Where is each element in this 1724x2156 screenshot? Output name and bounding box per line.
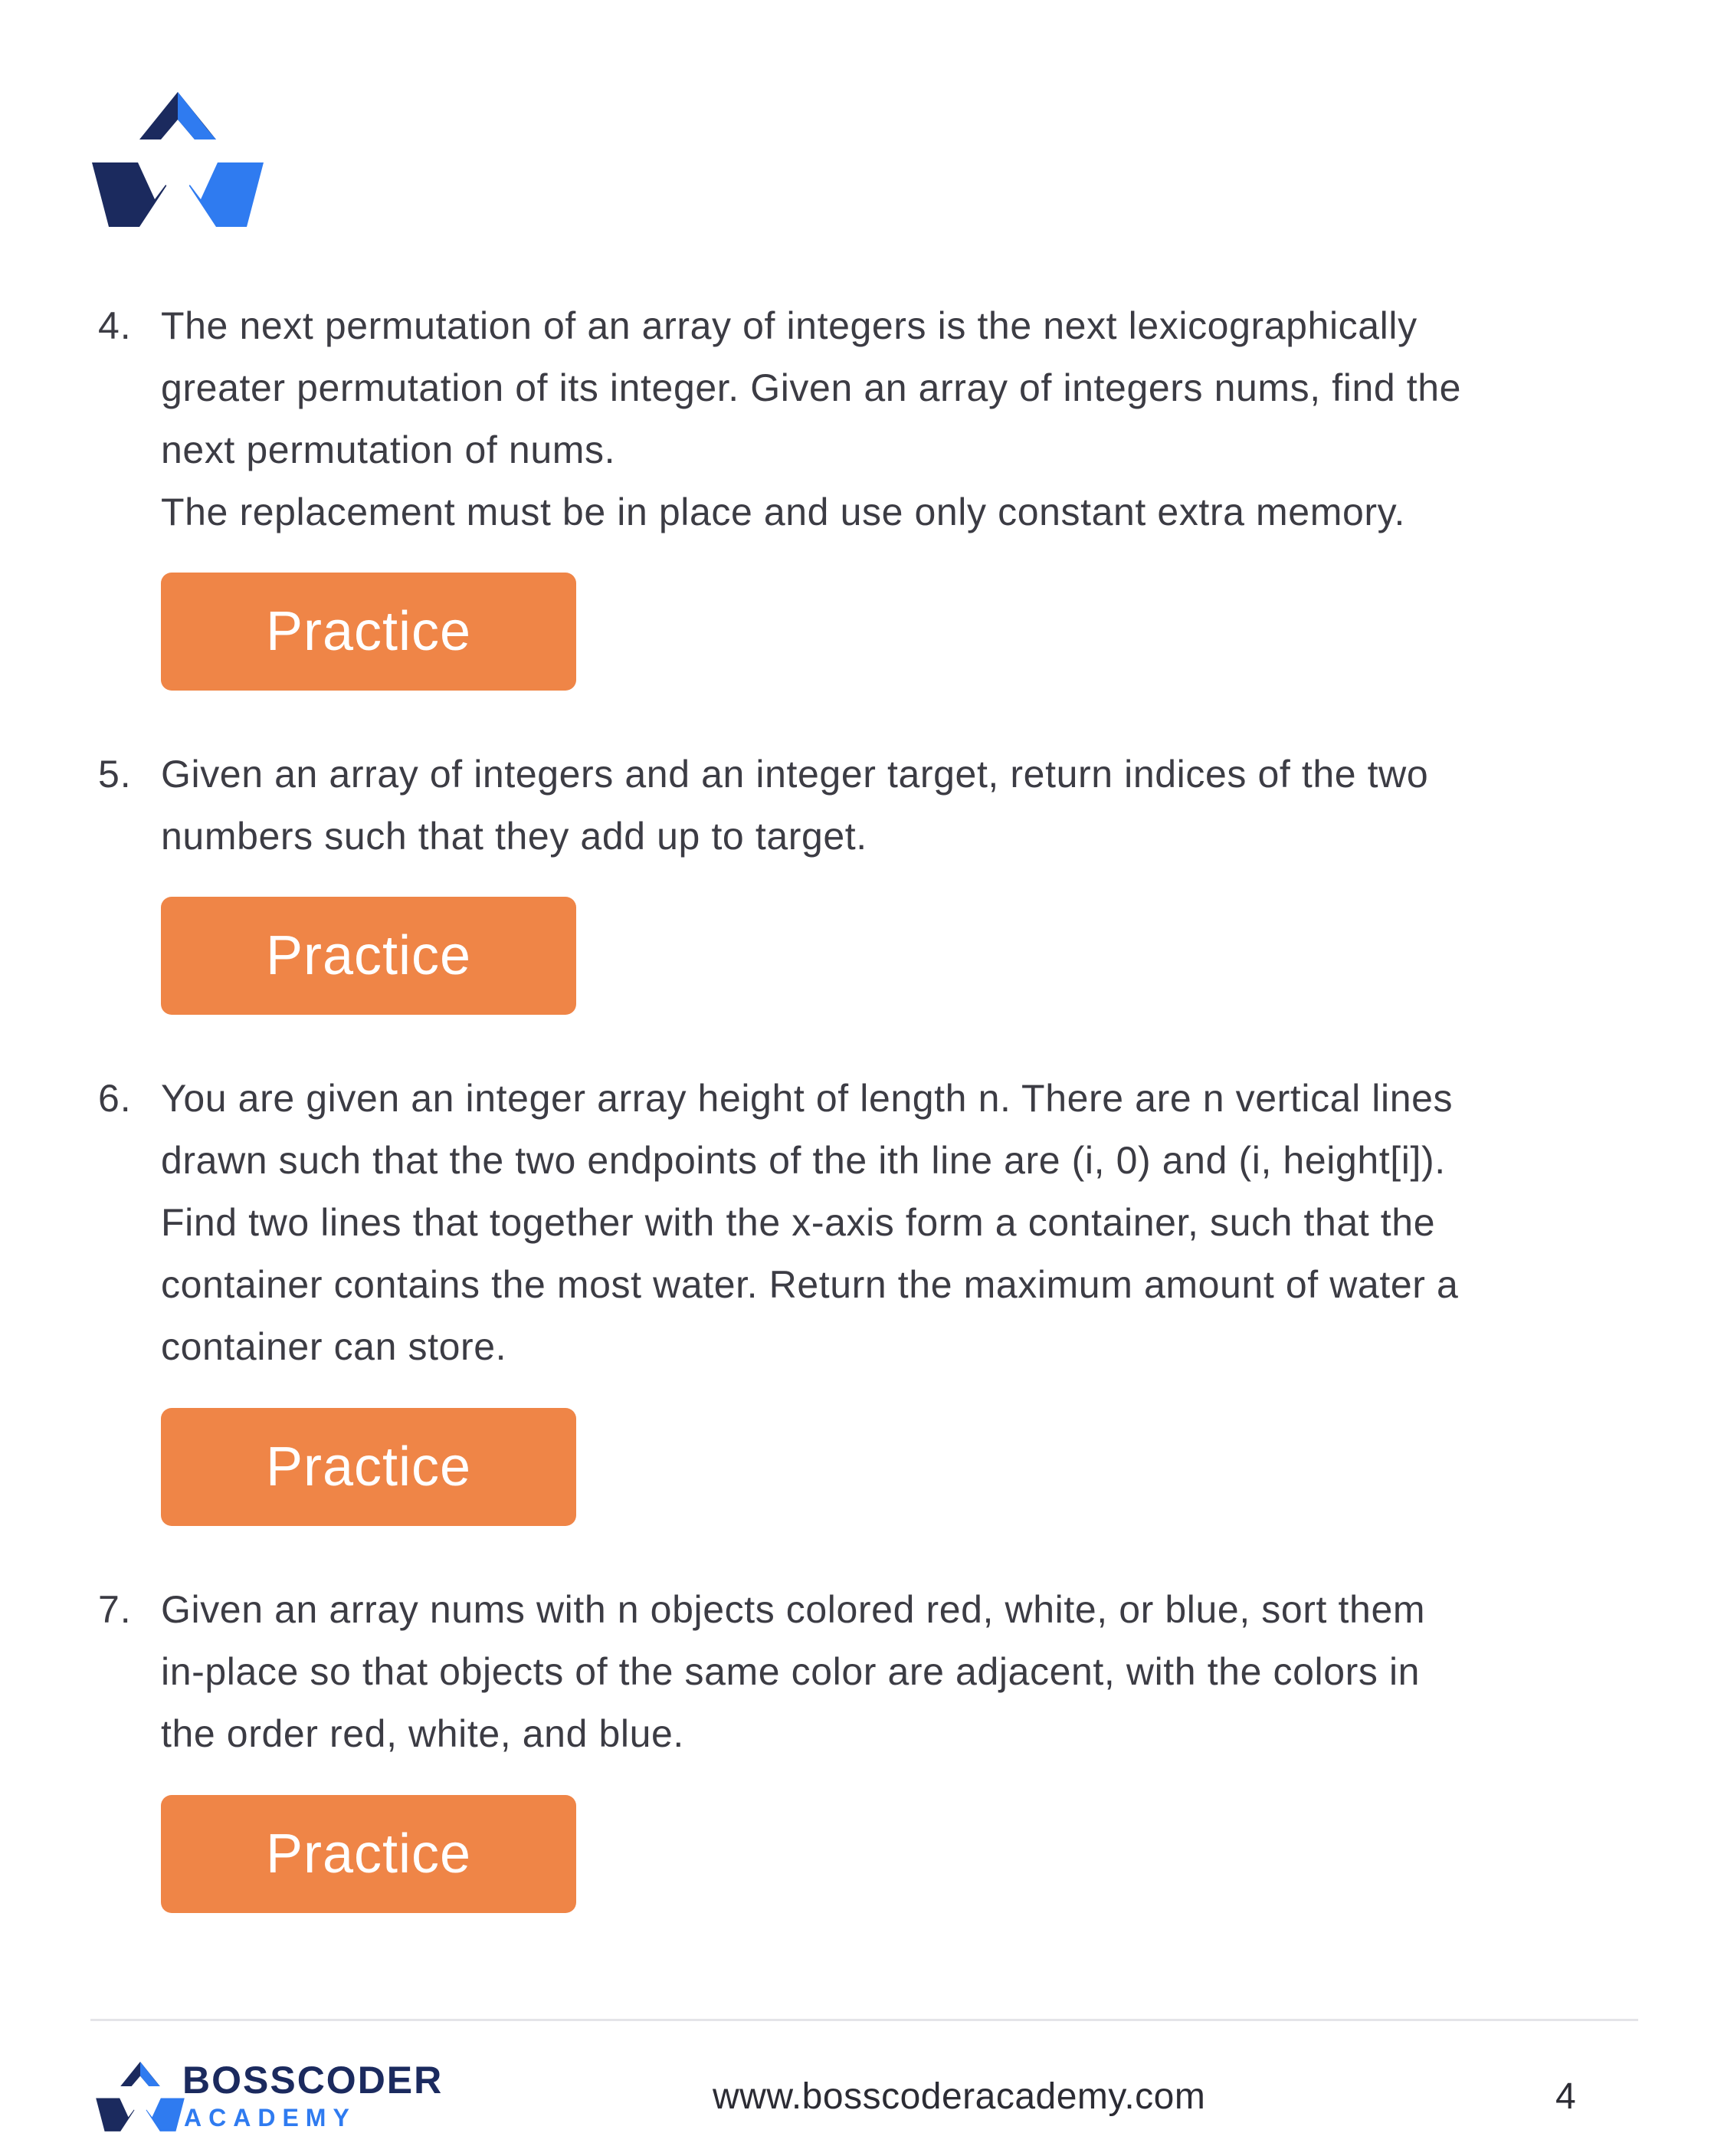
question-number: 7. <box>98 1588 132 1631</box>
question-number: 4. <box>98 304 132 347</box>
bosscoder-footer-logo-icon <box>90 2062 190 2135</box>
question-text: Given an array nums with n objects colored red, white, or blue, sort them in-place so that objects of the same color are adjacent, with the colors in the order red, white, and blue. <box>161 1588 1426 1755</box>
question-number: 6. <box>98 1077 132 1120</box>
bosscoder-logo-icon <box>92 92 264 235</box>
brand-name: BOSSCODER <box>182 2059 444 2102</box>
practice-button-6[interactable]: Practice <box>161 1408 576 1526</box>
footer-divider <box>90 2019 1638 2021</box>
brand-subtitle: ACADEMY <box>184 2104 356 2131</box>
page-number: 4 <box>1555 2076 1576 2117</box>
question-text: You are given an integer array height of length n. There are n vertical lines drawn such that the two endpoints of the ith line are (i, 0) and (i, height[i]). Find two lines that together with the x-axis form a container, such that the container contains the most water. Return the maximum amount of water a container can store. <box>161 1077 1459 1368</box>
website-url[interactable]: www.bosscoderacademy.com <box>713 2076 1206 2117</box>
question-number: 5. <box>98 753 132 796</box>
practice-button-5[interactable]: Practice <box>161 897 576 1015</box>
practice-button-7[interactable]: Practice <box>161 1795 576 1913</box>
question-text: The next permutation of an array of integers is the next lexicographically greater permutation of its integer. Given an array of integers nums, find the next permutation of nums. The replacement must be in place and use only constant extra memory. <box>161 304 1462 533</box>
question-text: Given an array of integers and an integer target, return indices of the two numbers such that they add up to target. <box>161 753 1429 858</box>
practice-button-4[interactable]: Practice <box>161 573 576 691</box>
